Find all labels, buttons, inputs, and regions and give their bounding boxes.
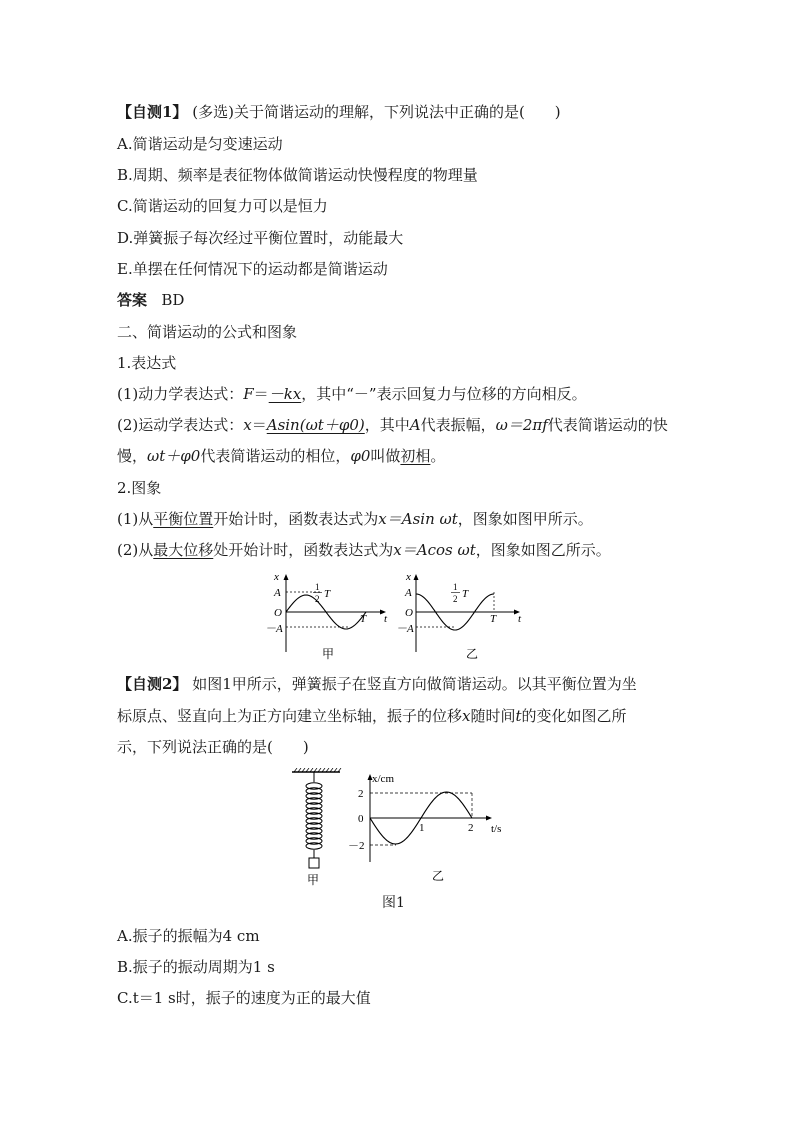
q2-option-a: A.振子的振幅为4 cm xyxy=(117,927,260,945)
q2-option-b: B.振子的振动周期为1 s xyxy=(117,958,275,976)
q1-option-e: E.单摆在任何情况下的运动都是简谐运动 xyxy=(117,260,388,278)
figure-sine-graph xyxy=(262,570,392,662)
neg-amplitude-label: －A xyxy=(396,623,414,635)
y-axis-label: x xyxy=(406,571,411,583)
half-numerator: 1 xyxy=(453,582,458,592)
spring-figure xyxy=(290,768,344,888)
half-numerator: 1 xyxy=(315,582,320,592)
q1-option-b: B.周期、频率是表征物体做简谐运动快慢程度的物理量 xyxy=(117,166,478,184)
caption-yi: 乙 xyxy=(466,647,479,661)
y-axis-arrow xyxy=(414,574,419,580)
graph-line1: (1)从平衡位置开始计时，函数表达式为x＝Asin ωt，图象如图甲所示。 xyxy=(117,510,593,528)
half-period-label: T xyxy=(462,588,469,600)
blank-equilibrium: 平衡位置 xyxy=(153,510,214,528)
q1-prefix: (多选) xyxy=(192,103,234,121)
x-tick-1: 1 xyxy=(419,822,425,834)
q1-option-c: C.简谐运动的回复力可以是恒力 xyxy=(117,197,328,215)
answer-value: BD xyxy=(161,291,185,309)
q1-answer xyxy=(117,289,184,311)
origin-label: O xyxy=(405,607,413,619)
q1-stem: 【自测1】 (多选)关于简谐运动的理解，下列说法中正确的是( ) xyxy=(117,103,561,121)
neg-amplitude-label: －A xyxy=(265,623,283,635)
amplitude-label: A xyxy=(274,587,281,599)
blank-formula: Asin(ωt＋φ0) xyxy=(266,416,365,434)
caption-jia: 甲 xyxy=(322,647,335,661)
y-tick-neg2: －2 xyxy=(348,840,365,852)
displacement-time-graph xyxy=(348,770,518,888)
subheading-expression: 1.表达式 xyxy=(117,354,177,372)
blank-kx: －kx xyxy=(268,385,302,403)
x-axis-label: t/s xyxy=(491,823,502,835)
q1-option-a: A.简谐运动是匀变速运动 xyxy=(117,135,283,153)
q2-stem-line3: 示，下列说法正确的是( ) xyxy=(117,738,309,756)
y-tick-2: 2 xyxy=(358,788,364,800)
x-tick-2: 2 xyxy=(468,822,474,834)
blank-initial-phase: 初相 xyxy=(400,447,431,465)
caption-yi: 乙 xyxy=(432,869,445,883)
q1-tag: 【自测1】 xyxy=(117,103,188,121)
q2-stem-line1: 【自测2】 如图1甲所示，弹簧振子在竖直方向做简谐运动。以其平衡位置为坐 xyxy=(117,675,637,693)
q2-option-c: C.t＝1 s时，振子的速度为正的最大值 xyxy=(117,989,371,1007)
figure-cosine-graph xyxy=(396,570,536,662)
y-tick-0: 0 xyxy=(358,813,364,825)
period-label: T xyxy=(360,613,367,625)
half-denominator: 2 xyxy=(315,594,320,604)
section-heading: 二、简谐运动的公式和图象 xyxy=(117,323,298,341)
y-axis-arrow xyxy=(284,574,289,580)
figure-caption: 图1 xyxy=(382,895,405,911)
half-denominator: 2 xyxy=(453,594,458,604)
q1-option-d: D.弹簧振子每次经过平衡位置时，动能最大 xyxy=(117,229,404,247)
answer-label: 答案 xyxy=(117,291,148,309)
dynamic-expression: (1)动力学表达式：F＝－kx，其中“－”表示回复力与位移的方向相反。 xyxy=(117,385,587,403)
spring-coils xyxy=(306,783,322,849)
oscillator-mass xyxy=(309,858,319,868)
subheading-graph: 2.图象 xyxy=(117,479,162,497)
q2-tag: 【自测2】 xyxy=(117,675,188,693)
x-axis-arrow xyxy=(486,816,492,821)
x-axis-label: t xyxy=(518,613,522,625)
caption-jia: 甲 xyxy=(307,873,320,887)
kinematic-expression-line1: (2)运动学表达式：x＝Asin(ωt＋φ0)，其中A代表振幅，ω＝2πf代表简谐运动的快 xyxy=(117,416,668,434)
kinematic-expression-line2: 慢，ωt＋φ0代表简谐运动的相位，φ0叫做初相。 xyxy=(117,447,446,465)
blank-max-displacement: 最大位移 xyxy=(153,541,214,559)
q2-stem-line2: 标原点、竖直向上为正方向建立坐标轴，振子的位移x随时间t的变化如图乙所 xyxy=(117,707,627,725)
half-period-label: T xyxy=(324,588,331,600)
q1-stem-text: 关于简谐运动的理解，下列说法中正确的是( xyxy=(233,103,525,121)
graph-line2: (2)从最大位移处开始计时，函数表达式为x＝Acos ωt，图象如图乙所示。 xyxy=(117,541,611,559)
x-axis-label: t xyxy=(384,613,388,625)
period-label: T xyxy=(490,613,497,625)
amplitude-label: A xyxy=(405,587,412,599)
y-axis-label: x/cm xyxy=(372,773,394,785)
origin-label: O xyxy=(274,607,282,619)
y-axis-label: x xyxy=(274,571,279,583)
